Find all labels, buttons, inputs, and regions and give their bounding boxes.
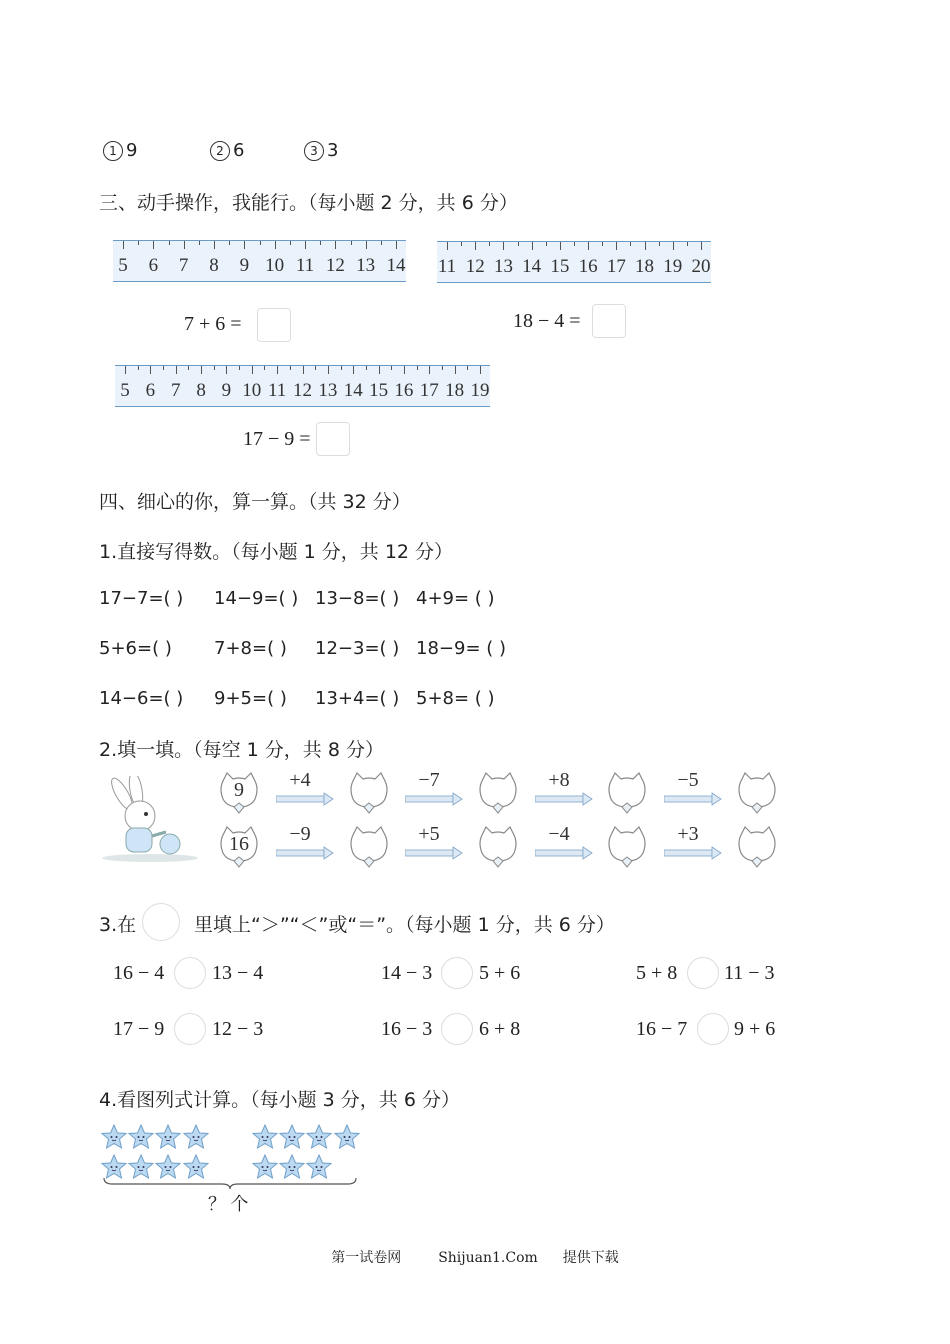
ruler-tick: [277, 366, 278, 374]
option-2: [210, 140, 244, 161]
ruler-tick: [214, 241, 215, 249]
ruler-half-tick: [381, 241, 382, 245]
arrow-icon: [535, 845, 593, 859]
ruler-tick: [353, 366, 354, 374]
ruler-tick: [305, 241, 306, 249]
ruler-number: 20: [691, 256, 711, 277]
answer-box-3[interactable]: [316, 422, 350, 456]
q1-item: 12−3=( ): [315, 638, 400, 659]
answer-box-1[interactable]: [257, 308, 291, 342]
arrow-icon: [276, 845, 334, 859]
ruler-tick: [125, 366, 126, 374]
ruler-number: 11: [437, 256, 457, 277]
ruler-number: 5: [120, 380, 130, 401]
q1-item: 9+5=( ): [214, 688, 287, 709]
ruler-half-tick: [214, 366, 215, 370]
ruler-tick: [303, 366, 304, 374]
arrow-icon: [405, 845, 463, 859]
compare-right: 13 − 4: [212, 962, 264, 984]
ruler-number: 16: [394, 380, 414, 401]
ruler-tick: [588, 242, 589, 250]
star-icon: [155, 1124, 181, 1150]
ruler-number: 7: [170, 380, 181, 401]
q1-item: 18−9= ( ): [416, 638, 507, 659]
q3-prefix: 3.在: [99, 914, 137, 936]
cat-blank[interactable]: [347, 771, 391, 815]
ruler-number: 14: [343, 380, 363, 401]
arrow-icon: [664, 845, 722, 859]
star-icon: [279, 1124, 305, 1150]
section3-title: 三、动手操作，我能行。（每小题 2 分，共 6 分）: [99, 192, 518, 214]
q1-item: 7+8=( ): [214, 638, 287, 659]
ruler-tick: [123, 241, 124, 249]
ruler-half-tick: [417, 366, 418, 370]
ruler-half-tick: [489, 242, 490, 246]
compare-left: 5 + 8: [636, 962, 678, 984]
ruler-number: 12: [465, 256, 485, 277]
ruler-half-tick: [163, 366, 164, 370]
option-1-mark: 1: [103, 141, 123, 161]
ruler-tick: [244, 241, 245, 249]
ruler-half-tick: [687, 242, 688, 246]
ruler-number: 15: [369, 380, 389, 401]
ruler-half-tick: [442, 366, 443, 370]
ruler-half-tick: [138, 366, 139, 370]
compare-left: 16 − 7: [636, 1018, 688, 1040]
q1-item: 13−8=( ): [315, 588, 400, 609]
q1-item: 17−7=( ): [99, 588, 184, 609]
ruler-tick: [616, 242, 617, 250]
brace-icon: [102, 1176, 358, 1190]
ruler-tick: [404, 366, 405, 374]
ruler-number: 6: [145, 380, 156, 401]
ruler-number: 18: [445, 380, 465, 401]
q1-item: 5+6=( ): [99, 638, 172, 659]
ruler-tick: [150, 366, 151, 374]
cat-start: [217, 825, 261, 869]
ruler-half-tick: [630, 242, 631, 246]
ruler-number: 13: [356, 255, 376, 276]
compare-right: 5 + 6: [479, 962, 521, 984]
ruler-half-tick: [199, 241, 200, 245]
ruler-half-tick: [366, 366, 367, 370]
operation-label: +4: [289, 769, 311, 791]
ruler-tick: [396, 241, 397, 249]
footer-site[interactable]: Shijuan1.Com: [438, 1250, 538, 1266]
ruler-number: 9: [239, 255, 250, 276]
operation-label: −5: [677, 769, 699, 791]
arrow-icon: [276, 791, 334, 805]
ruler-half-tick: [229, 241, 230, 245]
ruler-half-tick: [290, 366, 291, 370]
cat-blank[interactable]: [476, 771, 520, 815]
ruler-number: 6: [148, 255, 159, 276]
equation-2: 18 − 4 =: [513, 310, 581, 332]
ruler-number: 19: [470, 380, 490, 401]
compare-circle[interactable]: [174, 957, 206, 989]
ruler-number: 13: [493, 256, 513, 277]
operation-label: −7: [418, 769, 440, 791]
ruler-tick: [503, 242, 504, 250]
cat-start: [217, 771, 261, 815]
ruler-tick: [184, 241, 185, 249]
q1-item: 14−6=( ): [99, 688, 184, 709]
star-icon: [306, 1124, 332, 1150]
option-2-value: 6: [233, 140, 245, 161]
cat-blank[interactable]: [735, 825, 779, 869]
ruler-number: 12: [293, 380, 312, 401]
section4-title: 四、细心的你，算一算。（共 32 分）: [99, 491, 411, 513]
compare-circle[interactable]: [441, 1013, 473, 1045]
ruler-tick: [673, 242, 674, 250]
ruler-half-tick: [138, 241, 139, 245]
ruler-half-tick: [315, 366, 316, 370]
arrow-icon: [664, 791, 722, 805]
q1-item: 5+8= ( ): [416, 688, 495, 709]
answer-box-2[interactable]: [592, 304, 626, 338]
ruler-half-tick: [290, 241, 291, 245]
compare-left: 16 − 4: [113, 962, 165, 984]
ruler-half-tick: [461, 242, 462, 246]
ruler-number: 10: [265, 255, 285, 276]
ruler-tick: [645, 242, 646, 250]
ruler-tick: [379, 366, 380, 374]
q1-item: 14−9=( ): [214, 588, 299, 609]
ruler-tick: [201, 366, 202, 374]
example-circle: [142, 903, 180, 941]
compare-circle[interactable]: [174, 1013, 206, 1045]
compare-circle[interactable]: [687, 957, 719, 989]
ruler-half-tick: [351, 241, 352, 245]
ruler-number: 11: [295, 255, 315, 276]
star-icon: [252, 1124, 278, 1150]
ruler-number: 17: [419, 380, 439, 401]
ruler-tick: [429, 366, 430, 374]
compare-right: 12 − 3: [212, 1018, 264, 1040]
ruler-number: 8: [209, 255, 219, 276]
number-ruler-3: [115, 365, 490, 407]
ruler-number: 10: [242, 380, 262, 401]
number-ruler-1: [113, 240, 406, 282]
ruler-half-tick: [320, 241, 321, 245]
ruler-tick: [701, 242, 702, 250]
star-icon: [334, 1124, 360, 1150]
operation-label: +8: [548, 769, 570, 791]
ruler-tick: [455, 366, 456, 374]
cat-blank[interactable]: [347, 825, 391, 869]
ruler-number: 8: [196, 380, 206, 401]
ruler-number: 5: [118, 255, 128, 276]
star-icon: [101, 1124, 127, 1150]
ruler-tick: [447, 242, 448, 250]
ruler-number: 12: [325, 255, 345, 276]
compare-right: 6 + 8: [479, 1018, 521, 1040]
cat-start-number: 16: [229, 833, 249, 855]
ruler-half-tick: [188, 366, 189, 370]
ruler-tick: [335, 241, 336, 249]
arrow-icon: [535, 791, 593, 805]
ruler-tick: [480, 366, 481, 374]
cat-blank[interactable]: [476, 825, 520, 869]
footer-left: 第一试卷网: [331, 1250, 402, 1266]
ruler-tick: [252, 366, 253, 374]
ruler-number: 14: [386, 255, 406, 276]
operation-label: +5: [418, 823, 440, 845]
ruler-tick: [475, 242, 476, 250]
ruler-half-tick: [260, 241, 261, 245]
compare-right: 11 − 3: [724, 962, 775, 984]
ruler-half-tick: [602, 242, 603, 246]
q4-title: 4.看图列式计算。（每小题 3 分，共 6 分）: [99, 1089, 460, 1111]
ruler-tick: [275, 241, 276, 249]
ruler-half-tick: [546, 242, 547, 246]
ruler-number: 14: [522, 256, 542, 277]
cat-blank[interactable]: [735, 771, 779, 815]
ruler-half-tick: [341, 366, 342, 370]
ruler-tick: [153, 241, 154, 249]
ruler-tick: [176, 366, 177, 374]
ruler-tick: [366, 241, 367, 249]
ruler-half-tick: [574, 242, 575, 246]
ruler-number: 7: [178, 255, 189, 276]
compare-left: 16 − 3: [381, 1018, 433, 1040]
ruler-half-tick: [169, 241, 170, 245]
ruler-number: 18: [635, 256, 655, 277]
ruler-number: 9: [221, 380, 232, 401]
compare-circle[interactable]: [441, 957, 473, 989]
compare-left: 17 − 9: [113, 1018, 165, 1040]
ruler-number: 16: [578, 256, 598, 277]
compare-circle[interactable]: [697, 1013, 729, 1045]
q3-suffix: 里填上“＞”“＜”或“＝”。（每小题 1 分，共 6 分）: [194, 914, 615, 936]
ruler-number: 19: [663, 256, 683, 277]
ruler-tick: [328, 366, 329, 374]
ruler-number: 17: [606, 256, 626, 277]
ruler-half-tick: [659, 242, 660, 246]
ruler-number: 11: [267, 380, 287, 401]
number-ruler-2: [437, 241, 711, 283]
ruler-half-tick: [467, 366, 468, 370]
equation-3: 17 − 9 =: [243, 428, 311, 450]
ruler-half-tick: [391, 366, 392, 370]
ruler-number: 13: [318, 380, 338, 401]
star-icon: [128, 1124, 154, 1150]
ruler-tick: [560, 242, 561, 250]
option-3-value: 3: [327, 140, 339, 161]
compare-left: 14 − 3: [381, 962, 433, 984]
ruler-half-tick: [264, 366, 265, 370]
compare-right: 9 + 6: [734, 1018, 776, 1040]
ruler-number: 15: [550, 256, 570, 277]
equation-1: 7 + 6 =: [184, 313, 242, 335]
ruler-tick: [532, 242, 533, 250]
operation-label: −4: [548, 823, 570, 845]
q1-title: 1.直接写得数。（每小题 1 分，共 12 分）: [99, 541, 454, 563]
option-3-mark: 3: [304, 141, 324, 161]
cat-blank[interactable]: [605, 771, 649, 815]
option-1-value: 9: [126, 140, 138, 161]
operation-label: −9: [289, 823, 311, 845]
footer: [0, 1247, 950, 1267]
q1-item: 4+9= ( ): [416, 588, 495, 609]
option-3: [304, 140, 338, 161]
footer-right: 提供下载: [562, 1250, 619, 1266]
operation-label: +3: [677, 823, 699, 845]
arrow-icon: [405, 791, 463, 805]
q2-title: 2.填一填。（每空 1 分，共 8 分）: [99, 739, 384, 761]
q1-item: 13+4=( ): [315, 688, 400, 709]
cat-blank[interactable]: [605, 825, 649, 869]
ruler-half-tick: [239, 366, 240, 370]
option-1: [103, 140, 137, 161]
cat-start-number: 9: [234, 779, 244, 801]
q4-caption: ？ 个: [208, 1194, 249, 1214]
ruler-half-tick: [518, 242, 519, 246]
rabbit-icon: [100, 776, 200, 864]
star-icon: [183, 1124, 209, 1150]
option-2-mark: 2: [210, 141, 230, 161]
ruler-tick: [226, 366, 227, 374]
